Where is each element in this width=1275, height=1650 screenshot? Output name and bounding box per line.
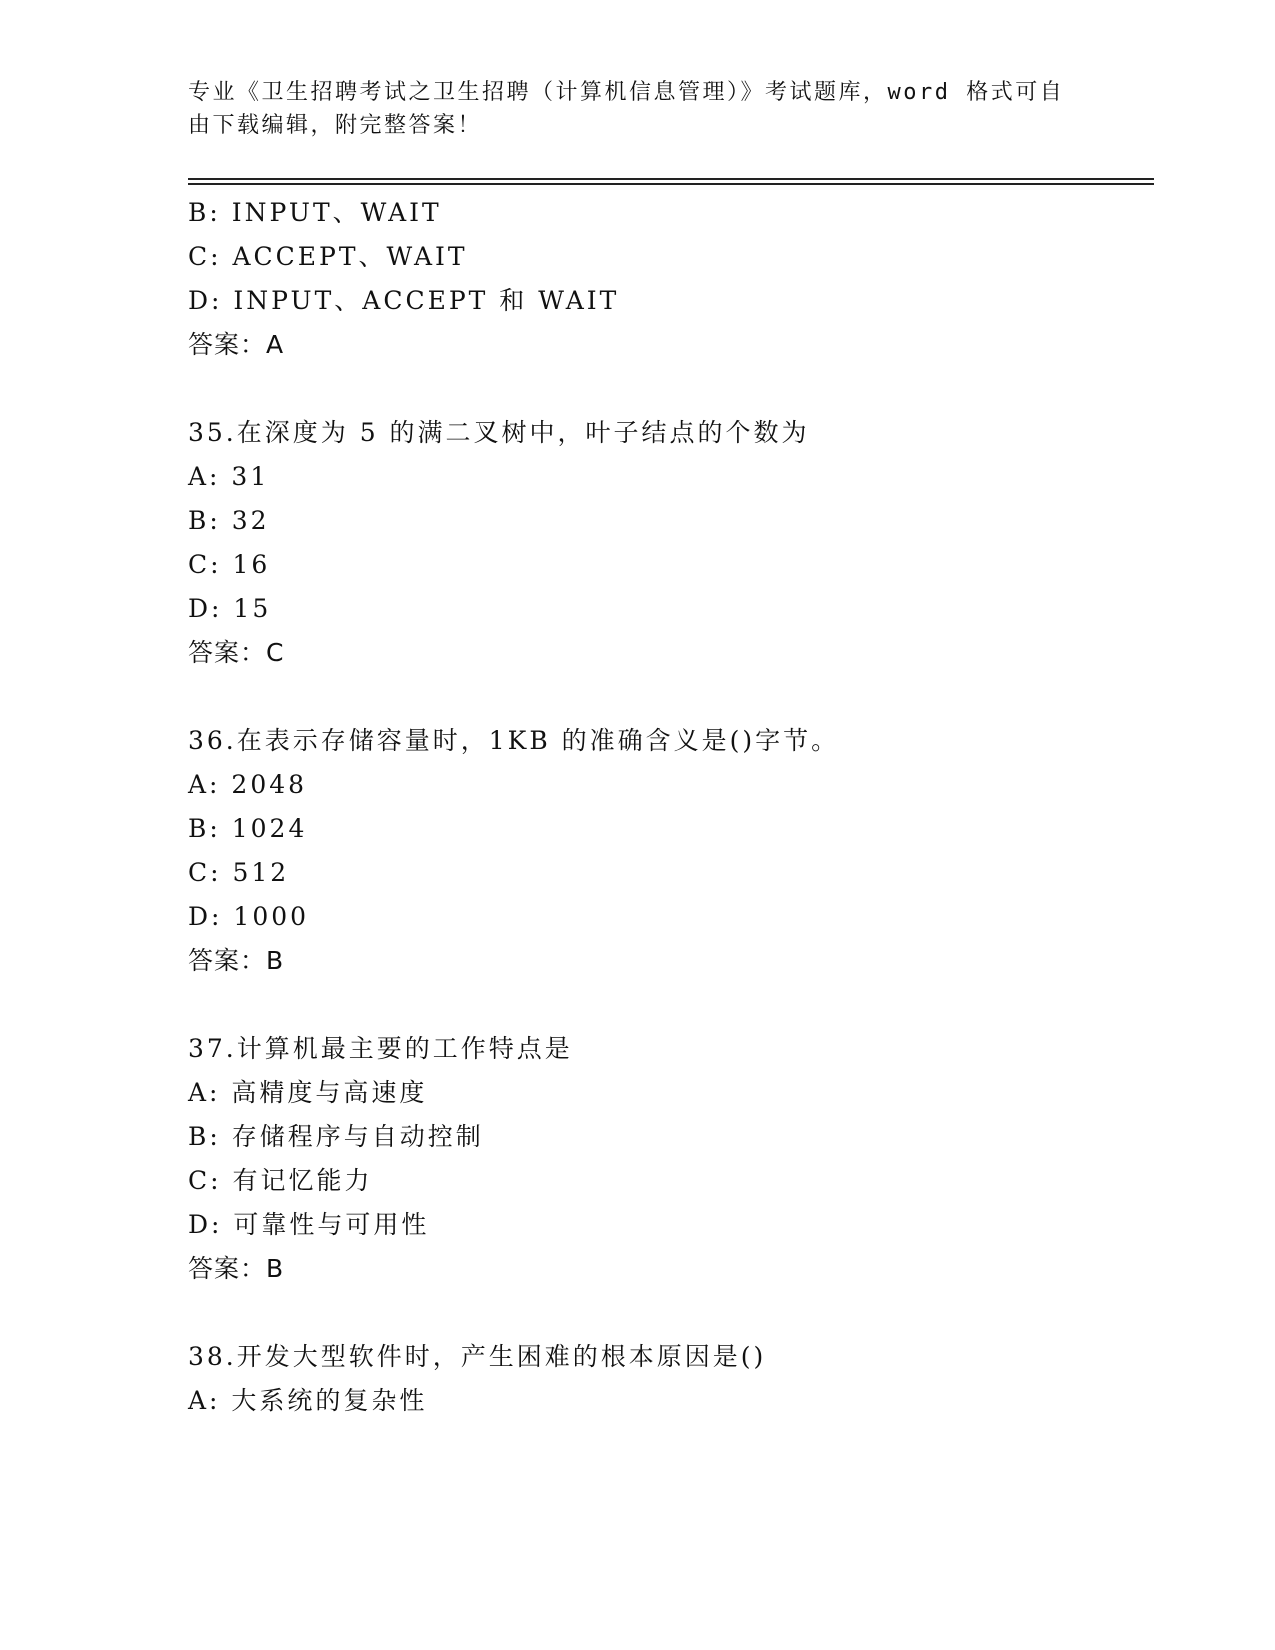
option-line: C: ACCEPT、WAIT	[188, 242, 468, 271]
answer-line: 答案：A	[188, 330, 285, 359]
question-line: 38.开发大型软件时，产生困难的根本原因是()	[188, 1342, 767, 1371]
option-line: D: 1000	[188, 902, 310, 931]
question-line: 37.计算机最主要的工作特点是	[188, 1034, 573, 1063]
option-line: C: 有记忆能力	[188, 1166, 373, 1195]
option-line: A: 2048	[188, 770, 308, 799]
option-line: B: 32	[188, 506, 270, 535]
header-divider-bottom	[188, 183, 1154, 185]
option-line: C: 512	[188, 858, 290, 887]
option-line: D: INPUT、ACCEPT 和 WAIT	[188, 286, 620, 315]
option-line: A: 31	[188, 462, 270, 491]
answer-line: 答案：B	[188, 946, 285, 975]
option-line: C: 16	[188, 550, 271, 579]
option-line: A: 大系统的复杂性	[188, 1386, 428, 1415]
option-line: A: 高精度与高速度	[188, 1078, 428, 1107]
option-line: B: 存储程序与自动控制	[188, 1122, 484, 1151]
option-line: B: 1024	[188, 814, 308, 843]
option-line: D: 可靠性与可用性	[188, 1210, 430, 1239]
header-divider-top	[188, 178, 1154, 180]
question-line: 35.在深度为 5 的满二叉树中，叶子结点的个数为	[188, 418, 810, 447]
option-line: B: INPUT、WAIT	[188, 198, 442, 227]
document-header: 专业《卫生招聘考试之卫生招聘（计算机信息管理）》考试题库，word 格式可自由下载编辑，附完整答案！	[188, 80, 1065, 138]
answer-line: 答案：B	[188, 1254, 285, 1283]
option-line: D: 15	[188, 594, 272, 623]
question-line: 36.在表示存储容量时，1KB 的准确含义是()字节。	[188, 726, 840, 755]
answer-line: 答案：C	[188, 638, 285, 667]
